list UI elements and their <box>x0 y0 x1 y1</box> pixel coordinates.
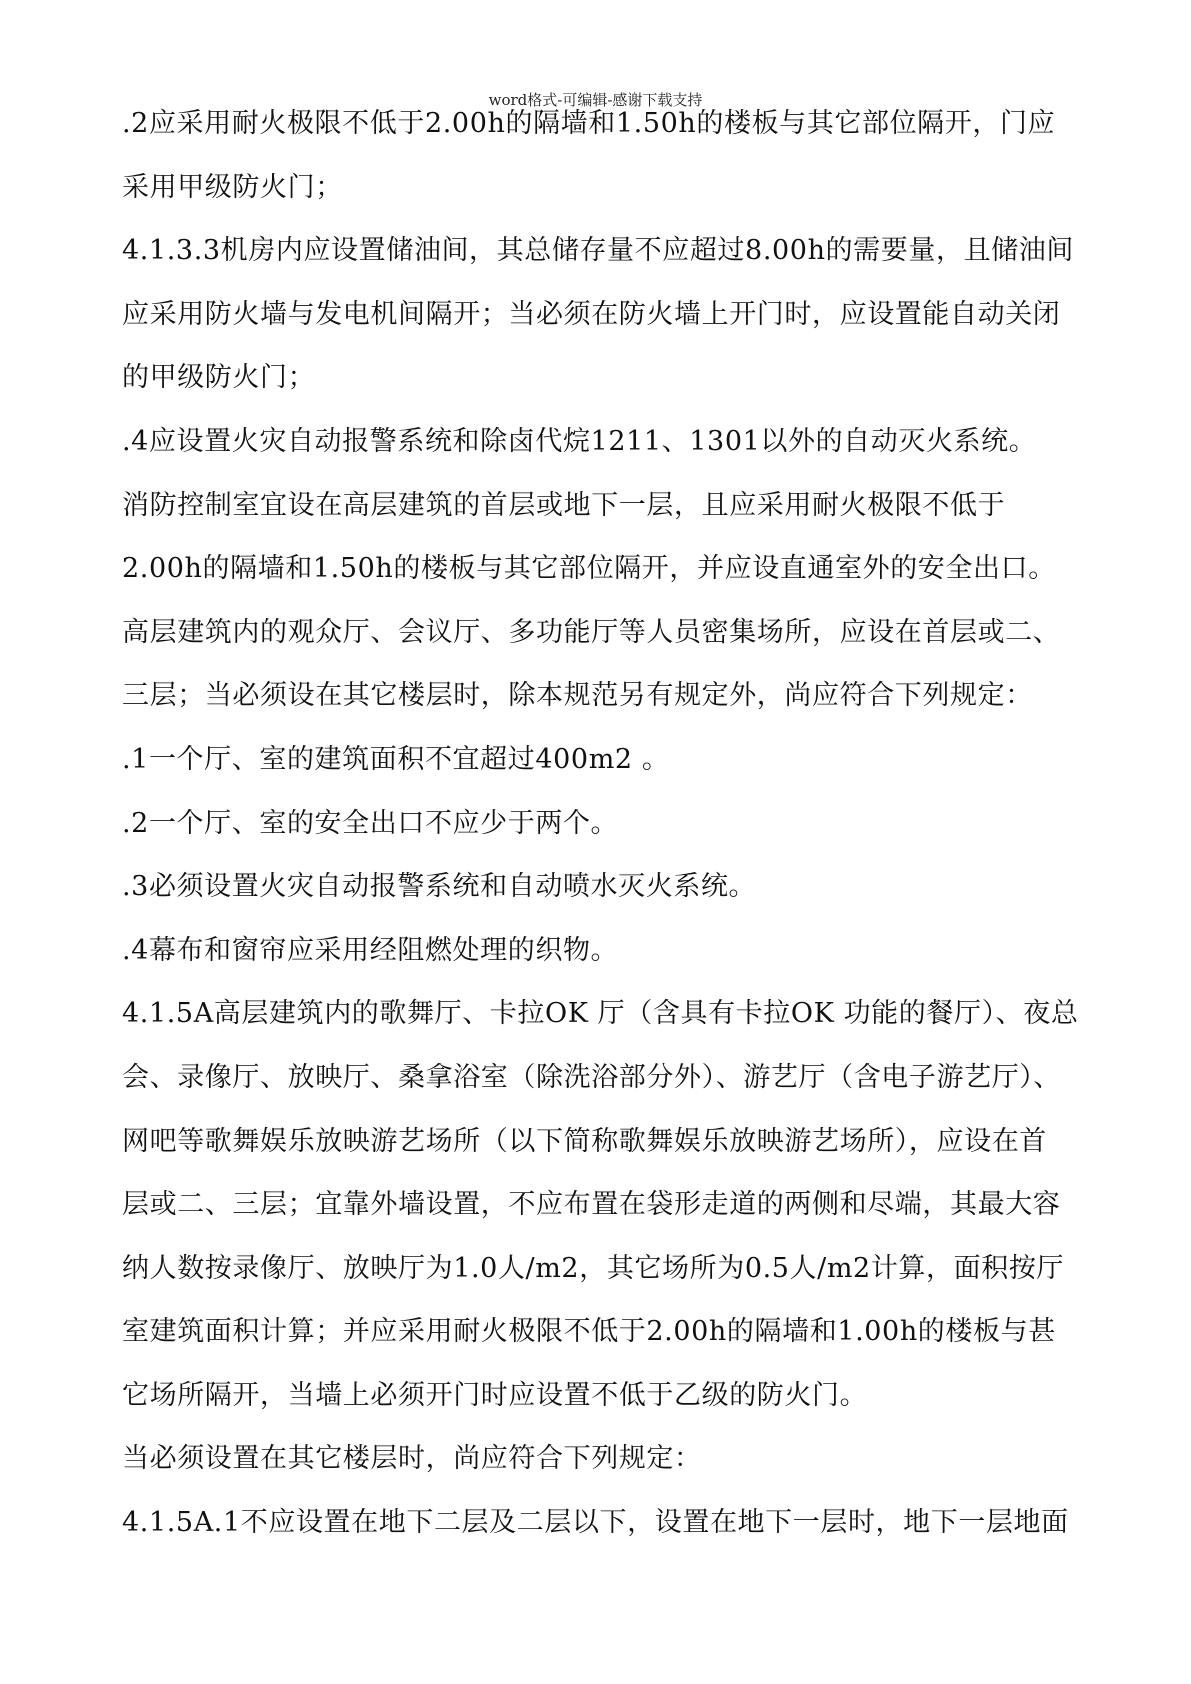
text-line: .1一个厅、室的建筑面积不宜超过400m2 。 <box>122 743 670 775</box>
text-line: 应采用防火墙与发电机间隔开；当必须在防火墙上开门时，应设置能自动关闭 <box>122 298 1061 330</box>
text-line: 2.00h的隔墙和1.50h的楼板与其它部位隔开，并应设直通室外的安全出口。 <box>122 553 1056 585</box>
text-line: 消防控制室宜设在高层建筑的首层或地下一层，且应采用耐火极限不低于 <box>122 489 1006 521</box>
text-line: 层或二、三层；宜靠外墙设置，不应布置在袋形走道的两侧和尽端，其最大容 <box>122 1189 1061 1221</box>
text-line: 4.1.5A高层建筑内的歌舞厅、卡拉OK 厅（含具有卡拉OK 功能的餐厅）、夜总 <box>122 998 1079 1030</box>
document-body <box>122 108 1082 1571</box>
text-line: 4.1.3.3机房内应设置储油间，其总储存量不应超过8.00h的需要量，且储油间 <box>122 235 1074 267</box>
text-line: 会、录像厅、放映厅、桑拿浴室（除洗浴部分外）、游艺厅（含电子游艺厅）、 <box>122 1061 1061 1093</box>
text-line: 网吧等歌舞娱乐放映游艺场所（以下简称歌舞娱乐放映游艺场所），应设在首 <box>122 1125 1047 1157</box>
text-line: .4幕布和窗帘应采用经阻燃处理的织物。 <box>122 934 619 966</box>
text-line: 它场所隔开，当墙上必须开门时应设置不低于乙级的防火门。 <box>122 1379 868 1411</box>
text-line: .2一个厅、室的安全出口不应少于两个。 <box>122 807 619 839</box>
text-line: 三层；当必须设在其它楼层时，除本规范另有规定外，尚应符合下列规定： <box>122 680 1033 712</box>
text-line: 纳人数按录像厅、放映厅为1.0人/m2，其它场所为0.5人/m2计算，面积按厅 <box>122 1252 1065 1284</box>
page-header: word格式-可编辑-感谢下载支持 <box>488 91 703 109</box>
text-line: 采用甲级防火门； <box>122 171 343 203</box>
text-line: 当必须设置在其它楼层时，尚应符合下列规定： <box>122 1443 702 1475</box>
text-line: .3必须设置火灾自动报警系统和自动喷水灭火系统。 <box>122 871 757 903</box>
text-line: 4.1.5A.1不应设置在地下二层及二层以下，设置在地下一层时，地下一层地面 <box>122 1507 1069 1539</box>
text-line: 高层建筑内的观众厅、会议厅、多功能厅等人员密集场所，应设在首层或二、 <box>122 616 1061 648</box>
text-line: .4应设置火灾自动报警系统和除卤代烷1211、1301以外的自动灭火系统。 <box>122 425 1037 457</box>
text-line: .2应采用耐火极限不低于2.00h的隔墙和1.50h的楼板与其它部位隔开，门应 <box>122 108 1056 139</box>
text-line: 室建筑面积计算；并应采用耐火极限不低于2.00h的隔墙和1.00h的楼板与甚 <box>122 1316 1056 1348</box>
text-line: 的甲级防火门； <box>122 362 316 394</box>
